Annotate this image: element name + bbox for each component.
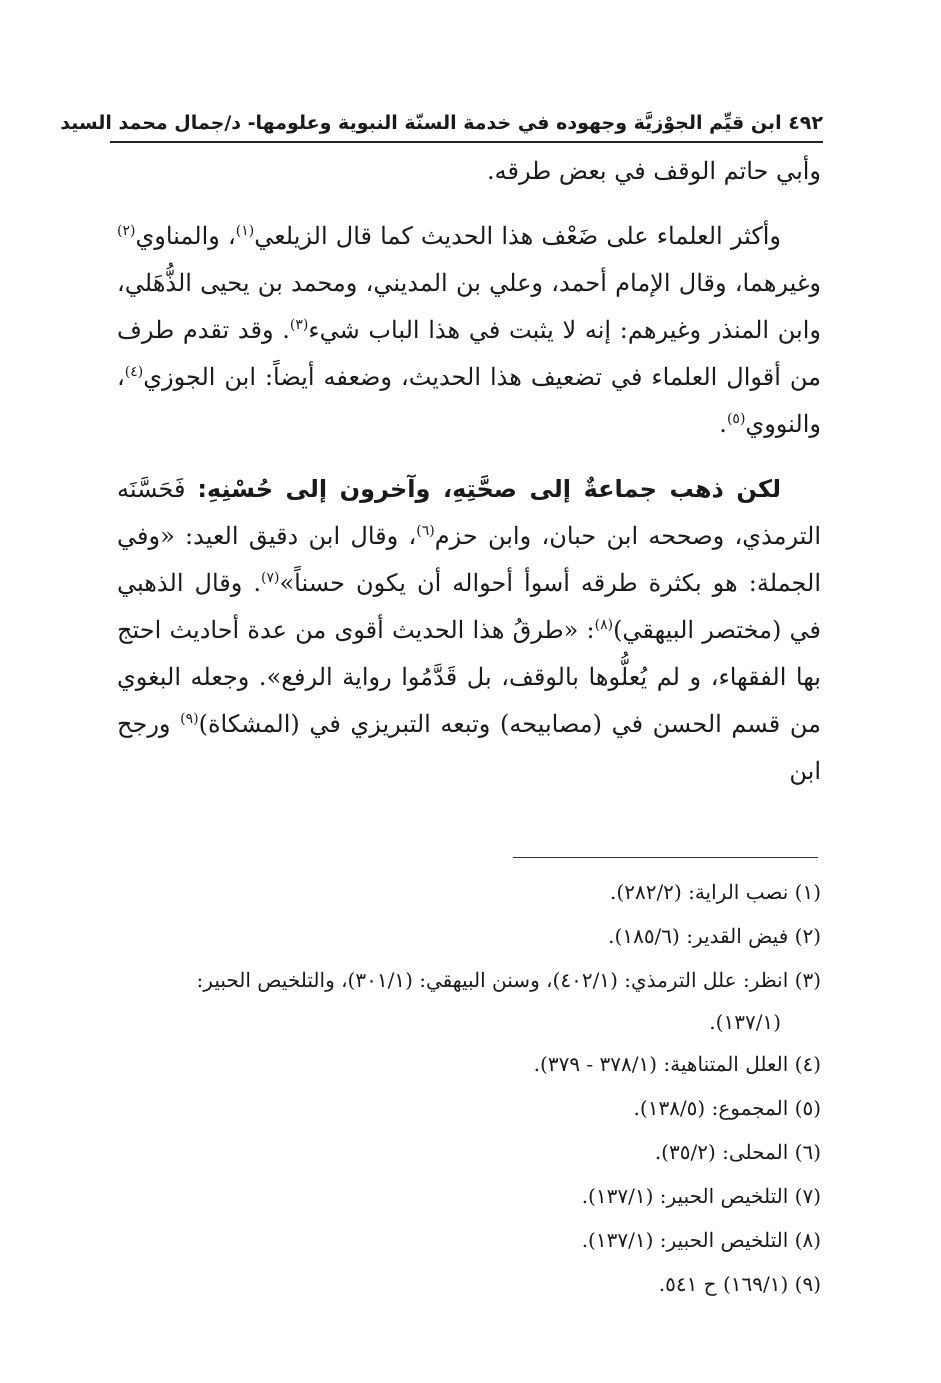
footnote-8: (٨) التلخيص الحبير: (١٣٧/١). bbox=[581, 1228, 821, 1252]
footnote-ref[interactable]: (٨) bbox=[594, 617, 614, 633]
text-run: ، وقال ابن دقيق العيد: «وفي الجملة: هو بكثرة طرقه أسوأ أحواله أن يكون حسناً» bbox=[117, 522, 821, 597]
footnote-1: (١) نصب الراية: (٢٨٢/٢). bbox=[610, 880, 821, 904]
running-header: ٤٩٢ ابن قيِّم الجوْزيَّة وجهوده في خدمة السنّة النبوية وعلومها- د/جمال محمد السيد bbox=[60, 112, 823, 134]
footnote-ref[interactable]: (٦) bbox=[416, 523, 435, 539]
footnote-ref[interactable]: (٧) bbox=[260, 570, 280, 586]
text-run: . bbox=[719, 410, 727, 438]
text-run: : «طرقُ هذا الحديث أقوى من عدة أحاديث احتج بها الفقهاء، و لم يُعلُّوها بالوقف، بل قَدَّمُوا رواية الرفع». وجعله البغوي من قسم الحسن في (مصابيحه) وتبعه التبريزي في (المشكاة) bbox=[117, 616, 822, 738]
section-heading: لكن ذهب جماعةٌ إلى صحَّتِهِ، وآخرون إلى حُسْنِهِ: bbox=[197, 475, 781, 503]
footnote-2: (٢) فيض القدير: (١٨٥/٦). bbox=[608, 924, 821, 948]
footnote-ref[interactable]: (٩) bbox=[180, 711, 199, 727]
footnote-6: (٦) المحلى: (٣٥/٢). bbox=[654, 1140, 821, 1164]
text-run: ، والنووي bbox=[117, 363, 821, 438]
text-run: فَحَسَّنَه الترمذي، وصححه ابن حبان، وابن حزم bbox=[117, 475, 821, 550]
text-run: . وقال الذهبي في (مختصر البيهقي) bbox=[117, 569, 822, 644]
paragraph-weakness bbox=[117, 213, 821, 448]
text-run: وغيرهما، وقال الإمام أحمد، وعلي بن المديني، ومحمد بن يحيى الذُّهَلي، وابن المنذر وغيرهم: إنه لا يثبت في هذا الباب شيء bbox=[117, 269, 821, 344]
text-run: وأبي حاتم الوقف في بعض طرقه. bbox=[486, 157, 821, 185]
footnotes bbox=[109, 870, 821, 1306]
paragraph-authentication bbox=[117, 466, 821, 795]
footnote-ref[interactable]: (٤) bbox=[124, 364, 144, 380]
text-run: ورجح ابن bbox=[117, 710, 821, 785]
main-text bbox=[117, 148, 821, 795]
footnote-9: (٩) (١٦٩/١) ح ٥٤١. bbox=[658, 1272, 821, 1296]
footnote-5: (٥) المجموع: (١٣٨/٥). bbox=[633, 1096, 821, 1120]
footnote-ref[interactable]: (١) bbox=[235, 223, 255, 239]
text-run: وأكثر العلماء على ضَعْف هذا الحديث كما قال الزيلعي bbox=[254, 222, 782, 250]
footnote-divider bbox=[513, 857, 818, 858]
paragraph-continuation bbox=[117, 148, 821, 195]
footnote-ref[interactable]: (٣) bbox=[289, 317, 309, 333]
footnote-ref[interactable]: (٢) bbox=[117, 223, 136, 239]
footnote-ref[interactable]: (٥) bbox=[726, 411, 746, 427]
footnote-3: (٣) انظر: علل الترمذي: (٤٠٢/١)، وسنن البيهقي: (٣٠١/١)، والتلخيص الحبير: bbox=[196, 968, 821, 992]
text-run: . وقد تقدم طرف من أقوال العلماء في تضعيف هذا الحديث، وضعفه أيضاً: ابن الجوزي bbox=[117, 316, 821, 391]
footnote-3-continuation: (١٣٧/١). bbox=[709, 1010, 781, 1034]
footnote-7: (٧) التلخيص الحبير: (١٣٧/١). bbox=[581, 1184, 821, 1208]
header-divider bbox=[110, 141, 823, 143]
footnote-4: (٤) العلل المتناهية: (٣٧٨/١ - ٣٧٩). bbox=[533, 1052, 821, 1076]
text-run: ، والمناوي bbox=[135, 222, 236, 250]
